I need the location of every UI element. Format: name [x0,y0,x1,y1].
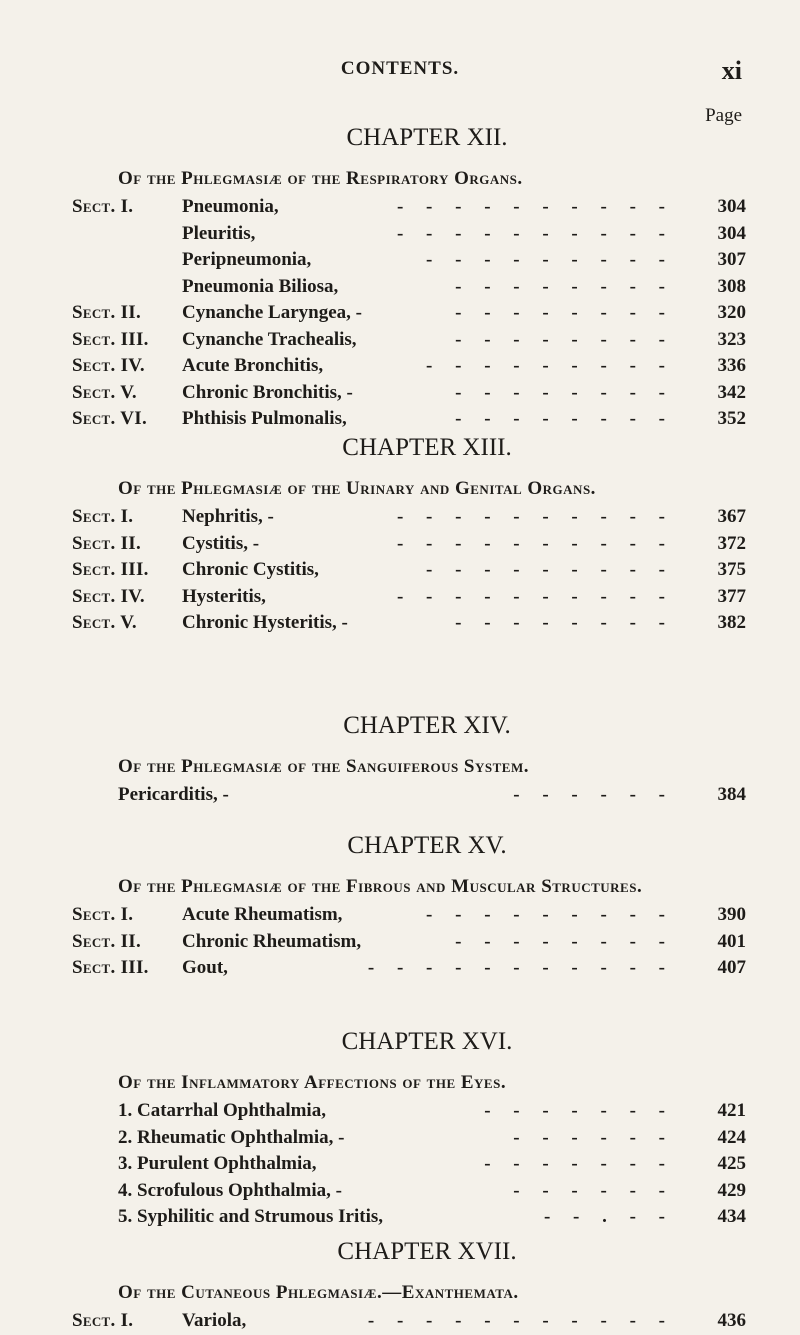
toc-entry [72,531,746,558]
toc-entry [72,1151,746,1178]
entry-title: 4. Scrofulous Ophthalmia, - [118,1179,342,1201]
toc-entry [72,955,746,982]
section-number: Sect. I. [72,904,134,925]
chapter-xvii [72,1232,746,1335]
entry-title: Peripneumonia, [182,249,312,270]
section-number: Sect. III. [72,559,149,580]
entry-page: 367 [717,506,746,527]
section-number: Sect. I. [72,1310,134,1331]
entry-page: 384 [717,784,746,805]
entry-title: Chronic Rheumatism, [182,930,362,952]
running-head [0,58,800,88]
entry-page: 401 [717,930,746,952]
toc-entry [72,194,746,221]
entry-title: Chronic Cystitis, [182,559,319,580]
section-number: Sect. II. [72,302,142,323]
section-number: Sect. I. [72,506,134,527]
chapter-xiii [72,428,746,637]
toc-entry [72,504,746,531]
entry-page: 425 [717,1153,746,1174]
toc-entry [72,353,746,380]
chapter-heading: CHAPTER XVII. [337,1238,517,1265]
toc-entry [72,300,746,327]
chapter-xii [72,118,746,433]
section-number: Sect. II. [72,930,142,952]
entry-page: 429 [717,1179,746,1201]
toc-entry [72,557,746,584]
entry-title: Nephritis, - [182,506,274,527]
leader-dots: - - - - - - - - [455,408,674,429]
entry-title: 5. Syphilitic and Strumous Iritis, [118,1206,383,1227]
chapter-xiv [72,706,746,809]
toc-entry [72,380,746,407]
entry-page: 434 [717,1206,746,1227]
leader-dots: - - - - - - - - [455,612,674,633]
entry-title: Pneumonia, [182,196,279,217]
entry-page: 304 [717,196,746,217]
entry-title: Acute Rheumatism, [182,904,343,925]
leader-dots: - - - - - - - - - [426,904,674,925]
entry-page: 352 [717,408,746,429]
toc-entry [72,221,746,248]
leader-dots: - - - - - - - - [455,381,674,403]
entry-page: 424 [717,1126,746,1148]
toc-entry [72,1204,746,1231]
entry-title: 2. Rheumatic Ophthalmia, - [118,1126,345,1148]
entry-title: Pleuritis, [182,222,256,244]
leader-dots: - - - - - - - - - - [396,222,674,244]
section-number: Sect. III. [72,328,149,350]
toc-entry [72,1125,746,1152]
entry-page: 382 [717,612,746,633]
toc-entry [72,902,746,929]
leader-dots: - - - - - - - - - - [396,532,674,554]
entry-page: 372 [717,532,746,554]
section-number: Sect. III. [72,957,149,978]
leader-dots: - - - - - - - - - - - [367,957,674,978]
entry-page: 421 [717,1100,746,1121]
leader-dots: - - - - - - - [484,1153,674,1174]
chapter-heading: CHAPTER XII. [346,124,508,151]
chapter-subheading: Of the Phlegmasiæ of the Sanguiferous System. [118,756,529,777]
leader-dots: - - - - - - - - - [426,559,674,580]
entry-title: 3. Purulent Ophthalmia, [118,1153,317,1174]
chapter-subheading: Of the Phlegmasiæ of the Respiratory Organs. [118,168,523,189]
entry-page: 308 [717,275,746,297]
chapter-heading: CHAPTER XVI. [341,1028,513,1055]
toc-entry [72,929,746,956]
chapter-xv [72,826,746,982]
toc-entry [72,274,746,301]
toc-entry [72,1098,746,1125]
entry-title: Variola, [182,1310,247,1331]
entry-title: Cystitis, - [182,532,260,554]
toc-entry [72,610,746,637]
leader-dots: - - - - - - - - [455,930,674,952]
leader-dots: - - - - - - - - [455,328,674,350]
toc-entry [72,1178,746,1205]
page-column-label: Page [705,105,742,126]
chapter-heading: CHAPTER XIV. [343,712,511,739]
chapter-subheading: Of the Phlegmasiæ of the Urinary and Genital Organs. [118,478,596,499]
entry-page: 307 [717,249,746,270]
entry-page: 407 [717,957,746,978]
entry-title: Pericarditis, - [118,784,229,805]
leader-dots: - - - - - - [513,784,674,805]
entry-page: 304 [717,222,746,244]
leader-dots: - - - - - - - [484,1100,674,1121]
toc-entry [72,327,746,354]
entry-page: 342 [717,381,746,403]
entry-title: Gout, [182,957,228,978]
leader-dots: - - - - - - - - - [426,355,674,376]
leader-dots: - - - - - - [513,1126,674,1148]
chapter-subheading: Of the Inflammatory Affections of the Eyes. [118,1072,507,1093]
chapter-heading: CHAPTER XV. [347,832,507,859]
running-head-title: CONTENTS. [340,58,460,79]
toc-entry [72,782,746,809]
section-number: Sect. V. [72,612,137,633]
leader-dots: - - - - - - - - - - [396,585,674,607]
leader-dots: - - - - - - - - - - [396,196,674,217]
leader-dots: - - - - - - - - - - - [367,1310,674,1331]
entry-page: 336 [717,355,746,376]
entry-title: Pneumonia Biliosa, [182,275,339,297]
entry-title: Acute Bronchitis, [182,355,324,376]
entry-title: Chronic Hysteritis, - [182,612,348,633]
entry-title: Cynanche Laryngea, - [182,302,362,323]
section-number: Sect. V. [72,381,137,403]
entry-title: Cynanche Trachealis, [182,328,357,350]
page-number: xi [721,56,742,85]
leader-dots: - - - - - - - - [455,275,674,297]
section-number: Sect. VI. [72,408,148,429]
section-number: Sect. IV. [72,355,145,376]
leader-dots: - - . - - [543,1206,674,1227]
entry-page: 320 [717,302,746,323]
entry-page: 436 [717,1310,746,1331]
leader-dots: - - - - - - [513,1179,674,1201]
entry-title: Hysteritis, [182,585,266,607]
section-number: Sect. IV. [72,585,145,607]
section-number: Sect. I. [72,196,134,217]
entry-page: 377 [717,585,746,607]
toc-entry [72,247,746,274]
entry-title: Phthisis Pulmonalis, [182,408,347,429]
chapter-subheading: Of the Cutaneous Phlegmasiæ.—Exanthemata. [118,1282,519,1303]
leader-dots: - - - - - - - - - - [396,506,674,527]
entry-page: 375 [717,559,746,580]
chapter-xvi [72,1022,746,1231]
chapter-heading: CHAPTER XIII. [342,434,512,461]
entry-title: 1. Catarrhal Ophthalmia, [118,1100,326,1121]
leader-dots: - - - - - - - - - [426,249,674,270]
section-number: Sect. II. [72,532,142,554]
entry-page: 390 [717,904,746,925]
entry-page: 323 [717,328,746,350]
toc-entry [72,584,746,611]
leader-dots: - - - - - - - - [455,302,674,323]
entry-title: Chronic Bronchitis, - [182,381,353,403]
chapter-subheading: Of the Phlegmasiæ of the Fibrous and Muscular Structures. [118,876,643,897]
